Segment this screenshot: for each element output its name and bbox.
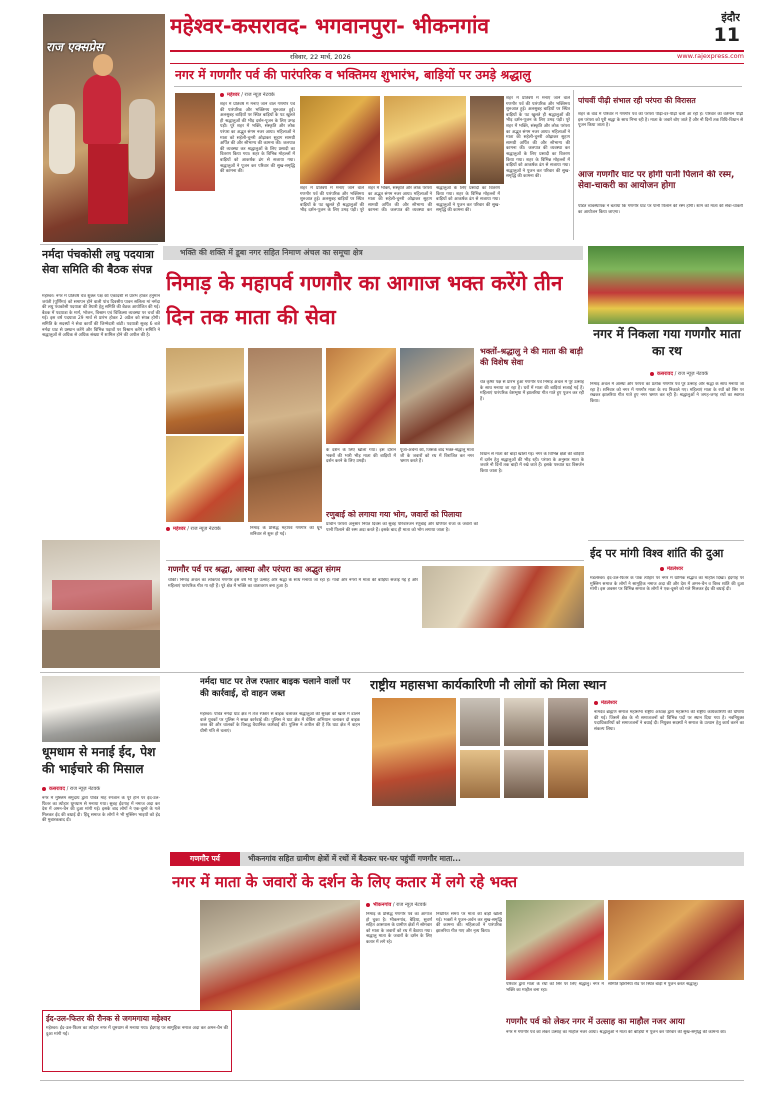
eid-headline: धूमधाम से मनाई ईद, पेश की भाईचारे की मिसाल: [42, 745, 156, 776]
eid-body: नगर में मुस्लिम समुदाय द्वारा पवित्र माह रमजान के पूरे होने पर ईद-उल-फितर का त्योहार धूमधाम से मनाया गया। सुबह ईदगाह में नमाज अदा कर देश में अमन-चैन की दुआ मांगी गई। इसके बाद लोगों ने एक-दूसरे के गले मिलकर ईद की बधाई दी। हिंदू समाज के लोगों ने भी मुस्लिम भाइयों को ईद की मुबारकबाद दी।: [42, 796, 160, 824]
rashtriya-photo-c: [548, 698, 588, 746]
heritage-headline: पांचवीं पीढ़ी संभाल रही परंपरा की विरासत: [578, 96, 696, 105]
eid-peace-byline: मंडलेश्वर: [660, 566, 744, 574]
bottom-photo-3: [608, 900, 744, 980]
lead-photo-3: [384, 96, 466, 184]
city-label: इंदौर: [721, 11, 740, 24]
bottom-photo-1: [200, 900, 360, 1010]
strip-photo: [422, 566, 584, 628]
bottom-tag: गणगौर पर्व: [170, 852, 240, 866]
police-headline: नर्मदा घाट पर तेज रफ्तार बाइक चलाने वालों पर की कार्रवाई, दो वाहन जब्त: [200, 677, 351, 699]
lead-body: शहर में प्रतिवर्ष मे मनाए जाने वाले गणगौर पर्व की पारंपरिक और भक्तिमय शुरुआत हुई। अलसुबह बाड़ियों पर स्थित बाड़ियों के पट खुलते ही श्रद्धालुओं की भीड़ दर्शन-पूजन के लिए उमड़ पड़ी। पूरे शहर में भक्ति, संस्कृति और लोक परंपरा का अद्भुत संगम नजर आया। महिलाओं ने माता को सहेली-चुनरी ओढ़ाकर सुहाग सामग्री अर्पित की और सौभाग्य की कामना की। जलपात्र की व्यवस्था कर श्रद्धालुओं के लिए प्रसादी का वितरण किया गया। शहर के विभिन्न मोहल्लों में बाड़ियों को आकर्षक ढंग से सजाया गया। श्रद्धालुओं ने पूजन कर परिवार की सुख-समृद्धि की कामना की।: [220, 102, 295, 175]
bottom-body-1: निमाड़ के प्रसिद्ध गणगौर पर्व का आगाज हो चुका है। भीकनगांव, बैड़िया, सुवर्ण सहित आसपास के ग्रामीण क्षेत्रों में सोमवार को माता के जवारों को रथ में बैठाया गया। श्रद्धालु माता के जवारों के दर्शन के लिए कतार में लगे रहे।: [366, 912, 432, 945]
feature-caption-3: पूजा-अर्चना की, जिसके बाद भक्त-श्रद्धालु माता जी के जवारों को रथ में विराजित कर नगर भ्रमण करते हैं।: [400, 448, 474, 465]
feature-photo-2: [166, 436, 244, 522]
eid-peace-body: मंडलेश्वर। ईद-उल-फितर के पाक त्योहार पर नगर में धार्मिक सद्भाव का माहौल दिखा। ईदगाह पर मुस्लिम समाज के लोगों ने सामूहिक नमाज अदा की और देश में अमन-चैन व विश्व शांति की दुआ मांगी। इस अवसर पर विभिन्न समाज के लोगों ने एक-दूसरे को गले मिलकर ईद की बधाई दी।: [590, 576, 744, 593]
right-mid-photo: [588, 246, 744, 324]
page-number: 11: [713, 24, 740, 46]
eid-peace-headline: ईद पर मांगी विश्व शांति की दुआ: [590, 547, 724, 560]
feature-photo-3: [248, 348, 322, 522]
lead-photo-2: [300, 96, 380, 184]
blurb-headline: रणुबाई को लगाया गया भोग, जवारों को पिलाया: [326, 510, 462, 519]
website-url: www.rajexpress.com: [677, 52, 744, 60]
eid-photo: [42, 676, 160, 742]
feature-photo-1: [166, 348, 244, 434]
feature-kicker: भक्ति की शक्ति में डूबा नगर सहित निमाण अंचल का समूचा क्षेत्र: [180, 248, 363, 257]
rath-headline: नगर में निकला गया गणगौर माता का रथ: [593, 327, 741, 358]
eid-byline: कसरावद / राज न्यूज़ नेटवर्क: [42, 786, 160, 794]
lead-photo-4: [470, 96, 504, 184]
feature-caption-2: के दर्शन के लिए खोला गया। इस दौरान भक्तों की भारी भीड़ माता की बाड़ियों में दर्शन करने के लिए उमड़ी।: [326, 448, 396, 465]
rath-byline: कसरावद / राज न्यूज़ नेटवर्क: [650, 371, 744, 379]
strip-headline: गणगौर पर्व पर श्रद्धा, आस्था और परंपरा का अद्भुत संगम: [168, 564, 341, 574]
bottom-caption-2: समिति झिरनिया रोड पर स्थित बाड़ी में पूजन करते श्रद्धालु।: [608, 982, 699, 987]
feature-sub-body: चैत्र कृष्ण पक्ष से प्रारंभ हुआ गणगौर पर्व निमाड़ अंचल में पूरे उत्साह के साथ मनाया जा रहा है। घरों में माता की बाड़ियां सजाई गई हैं। महिलाएं पारंपरिक वेशभूषा में झालरिया गीत गाते हुए पूजन कर रही हैं।: [480, 380, 584, 402]
eid-box-title: ईद-उल-फितर की रौनक से जगमगाया महेश्वर: [46, 1014, 171, 1023]
rashtriya-photo-b: [504, 698, 544, 746]
feature-photo-5: [400, 348, 474, 444]
rashtriya-photo-a: [460, 698, 500, 746]
feature-byline: महेश्वर / राज न्यूज़ नेटवर्क: [166, 526, 244, 534]
eid-box-body: महेश्वर। ईद-उल-फितर का त्योहार नगर में धूमधाम से मनाया गया। ईदगाह पर सामूहिक नमाज अदा कर अमन-चैन की दुआ मांगी गई।: [46, 1026, 228, 1037]
lead-body-side: शहर में प्रतिवर्ष मे मनाए जाने वाले गणगौर पर्व की पारंपरिक और भक्तिमय शुरुआत हुई। अलसुबह बाड़ियों पर स्थित बाड़ियों के पट खुलते ही श्रद्धालुओं की भीड़ दर्शन-पूजन के लिए उमड़ पड़ी। पूरे शहर में भक्ति, संस्कृति और लोक परंपरा का अद्भुत संगम नजर आया। महिलाओं ने माता को सहेली-चुनरी ओढ़ाकर सुहाग सामग्री अर्पित की और सौभाग्य की कामना की। जलपात्र की व्यवस्था कर श्रद्धालुओं के लिए प्रसादी का वितरण किया गया। शहर के विभिन्न मोहल्लों में बाड़ियों को आकर्षक ढंग से सजाया गया। श्रद्धालुओं ने पूजन कर परिवार की सुख-समृद्धि की कामना की।: [506, 96, 570, 180]
blurb-body: प्राचीन परंपरा अनुसार नियत दिवस को सुबह परिवारजन रणुबाई और धणियर राजा के जवारों को पानी पिलाने की रस्म अदा करते हैं। इसके बाद ही माता को भोग लगाया जाता है।: [326, 522, 478, 533]
feature-caption-1: निमाड़ के प्रसिद्ध महापर्व गणगौर की धूम शनिवार से शुरू हो गई।: [250, 526, 322, 537]
rashtriya-photo-f: [548, 750, 588, 798]
lead-body-cont: शहर में प्रतिवर्ष मे मनाए जाने वाले गणगौर पर्व की पारंपरिक और भक्तिमय शुरुआत हुई। अलसुबह बाड़ियों पर स्थित बाड़ियों के पट खुलते ही श्रद्धालुओं की भीड़ दर्शन-पूजन के लिए उमड़ पड़ी। पूरे शहर में भक्ति, संस्कृति और लोक परंपरा का अद्भुत संगम नजर आया। महिलाओं ने माता को सहेली-चुनरी ओढ़ाकर सुहाग सामग्री अर्पित की और सौभाग्य की कामना की। जलपात्र की व्यवस्था कर श्रद्धालुओं के लिए प्रसादी का वितरण किया गया। शहर के विभिन्न मोहल्लों में बाड़ियों को आकर्षक ढंग से सजाया गया। श्रद्धालुओं ने पूजन कर परिवार की सुख-समृद्धि की कामना की।: [300, 186, 500, 214]
bottom-right-body: नगर में गणगौर पर्व को लेकर उत्साह का माहौल नजर आया। श्रद्धालुओं ने माता की बाड़ियों में पूजन कर परिवार की सुख-समृद्धि की कामना की।: [506, 1030, 727, 1035]
feature-right-col: विधान से माता की बाड़ी खोली गई। नगर के विभिन्न क्षेत्रों की बाड़ियों में दर्शन हेतु श्रद्धालुओं की भीड़ रही। परंपरा के अनुसार माता के जवारे नौ दिनों तक बाड़ी में रखे जाते हैं। इसके पश्चात घट विसर्जन किया जाता है।: [480, 452, 584, 474]
rashtriya-byline: मंडलेश्वर: [594, 700, 744, 708]
rashtriya-photo-d: [460, 750, 500, 798]
brand-logo: राज एक्सप्रेस: [46, 40, 104, 54]
samiti-headline: नर्मदा पंचकोसी लघु पदयात्रा सेवा समिति की बैठक संपन्न: [42, 248, 154, 276]
lead-photo-1: [175, 93, 215, 191]
bottom-right-headline: गणगौर पर्व को लेकर नगर में उत्साह का माहौल नजर आया: [506, 1016, 685, 1026]
bottom-body-2: निर्धारित समय पर माता की बाड़ी खोली गई। भक्तों ने पूजन-अर्चन कर सुख-समृद्धि की कामना की। महिलाओं ने पारंपरिक झालरिया गीत गाए और नृत्य किया।: [436, 912, 502, 934]
bottom-headline: नगर में माता के जवारों के दर्शन के लिए कतार में लगे रहे भक्त: [172, 873, 517, 891]
samiti-photo: [42, 540, 160, 668]
heritage-body: शहर के वार्ड में परिवार में गणगौर पर्व की परंपरा पीढ़ी-दर-पीढ़ी चली आ रही है। परिवार की वर्तमान पीढ़ी इस परंपरा को पूरी श्रद्धा के साथ निभा रही है। माता के जवारे बोए जाते हैं और नौ दिनों तक विधि-विधान से पूजन किया जाता है।: [578, 112, 743, 129]
ghat-headline: आज गणगौर घाट पर होगी पानी पिलाने की रस्म, सेवा-चाकरी का आयोजन होगा: [578, 170, 735, 191]
feature-headline: निमाड़ के महापर्व गणगौर का आगाज भक्त करेंगे तीन दिन तक माता की सेवा: [166, 271, 563, 329]
bottom-photo-2: [506, 900, 604, 980]
lead-headline: नगर में गणगौर पर्व की पारंपरिक व भक्तिमय शुभारंभ, बाड़ियों पर उमड़े श्रद्धालु: [175, 67, 531, 82]
ghat-body: पंडित व्यवस्थापक ने बताया कि गणगौर घाट पर पानी पिलाने की रस्म होगी। शाम को माता की सेवा-चाकरी का आयोजन किया जाएगा।: [578, 204, 743, 215]
feature-photo-4: [326, 348, 396, 444]
issue-date: रविवार, 22 मार्च, 2026: [290, 53, 351, 61]
bottom-byline: भीकनगांव / राज न्यूज़ नेटवर्क: [366, 902, 496, 910]
bottom-kicker: भीकनगांव सहित ग्रामीण क्षेत्रों में रथों में बैठकर घर-घर पहुंचीं गणगौर माता...: [248, 854, 461, 863]
police-body: महेश्वर। पवित्र नर्मदा घाट क्षेत्र में तेज रफ्तार से बाइक चलाकर श्रद्धालुओं की सुरक्षा को खतरे में डालने वाले युवकों पर पुलिस ने सख्त कार्रवाई की। पुलिस ने घाट क्षेत्र में चेकिंग अभियान चलाकर दो बाइक जब्त की और चालकों के विरुद्ध वैधानिक कार्रवाई की। पुलिस ने अपील की है कि घाट क्षेत्र में वाहन धीमी गति से चलाएं।: [200, 712, 360, 734]
lead-byline: महेश्वर / राज न्यूज़ नेटवर्क: [220, 92, 340, 100]
rashtriya-photo-e: [504, 750, 544, 798]
page-title: महेश्वर-कसरावद- भगवानपुरा- भीकनगांव: [170, 14, 490, 38]
strip-body: चौकी। निमाड़ अंचल का लोकपर्व गणगौर इस वर्ष भी पूरे उत्साह और श्रद्धा के साथ मनाया जा रहा है। गांवों और नगरों में माता की बाड़ियां सजाई गई हैं और महिलाएं पारंपरिक गीत गा रही हैं। पूरे क्षेत्र में भक्ति का वातावरण बना हुआ है।: [168, 578, 418, 589]
rashtriya-body: नामदेव ब्राह्मण समाज महासभा राष्ट्रीय अध्यक्ष द्वारा महासभा की राष्ट्रीय कार्यकारिणी की घोषणा की गई। जिसमें क्षेत्र के नौ समाजजनों को विभिन्न पदों पर स्थान दिया गया है। नवनियुक्त पदाधिकारियों को समाजजनों ने बधाई दी। नियुक्त सदस्यों ने समाज के उत्थान हेतु कार्य करने का संकल्प लिया।: [594, 710, 744, 732]
rashtriya-photo-group: [372, 698, 456, 806]
eid-box: [42, 1010, 232, 1072]
rashtriya-headline: राष्ट्रीय महासभा कार्यकारिणी नौ लोगों को मिला स्थान: [370, 677, 607, 692]
rath-body: निमाड़ अंचल में आस्था और परंपरा का प्रतीक गणगौर पर्व पूरे उत्साह और श्रद्धा के साथ मनाया जा रहा है। शनिवार को नगर में गणगौर माता के रथ निकाले गए। महिलाएं माता के रथों को सिर पर रखकर झालरिया गीत गाते हुए नगर भ्रमण कर रही हैं। श्रद्धालुओं ने जगह-जगह रथों का स्वागत किया।: [590, 382, 744, 404]
feature-sub-headline: भक्तों-श्रद्धालु ने की माता की बाड़ी की विशेष सेवा: [480, 346, 584, 367]
samiti-body: महेश्वर। नगर में प्रतिवर्ष चैत्र शुक्ल पक्ष की एकादशी से प्रारंभ होकर हनुमान जयंती (पूर्णिमा) को समापन होने वाली पांच दिवसीय पावन सलिला मां नर्मदा की लघु पंचकोसी पदयात्रा की तैयारी हेतु समिति की बैठक आयोजित की गई। बैठक में पदयात्रा के मार्ग, भोजन, विश्राम एवं चिकित्सा व्यवस्था पर चर्चा की गई। इस वर्ष पदयात्रा 29 मार्च से प्रारंभ होकर 2 अप्रैल को संपन्न होगी। समिति के सदस्यों ने सेवा कार्यों की जिम्मेदारी बांटी। पदयात्री सुबह 6 बजे नर्मदा घाट से प्रस्थान करेंगे और विभिन्न पड़ावों पर विश्राम करेंगे। समिति ने श्रद्धालुओं से अधिक से अधिक संख्या में शामिल होने की अपील की है।: [42, 294, 160, 339]
bottom-caption-1: परिवार द्वारा माता के रथों को सिर पर लिए श्रद्धालु। नगर में भक्ति का माहौल बना रहा।: [506, 982, 604, 993]
